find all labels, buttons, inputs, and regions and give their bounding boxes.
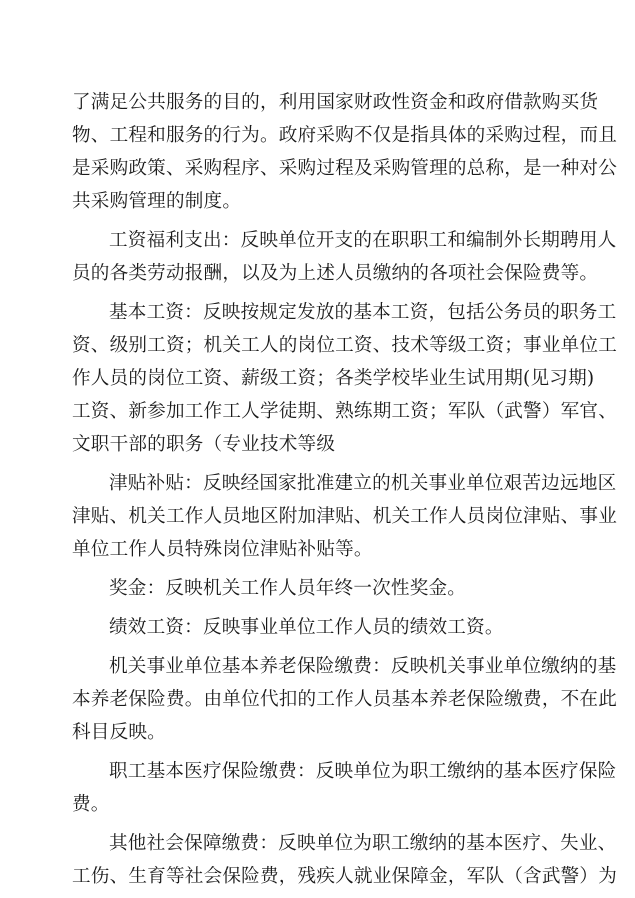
text-line: 机关事业单位基本养老保险缴费：反映机关事业单位缴纳的基: [109, 656, 617, 677]
text-line: 奖金：反映机关工作人员年终一次性奖金。: [109, 578, 467, 599]
paragraph-allowances: [72, 467, 618, 566]
document-page: [72, 86, 618, 893]
text-line: 是采购政策、采购程序、采购过程及采购管理的总称，是一种对公: [72, 158, 618, 179]
text-line: 科目反映。: [72, 722, 166, 743]
text-line: 其他社会保障缴费：反映单位为职工缴纳的基本医疗、失业、: [109, 833, 617, 854]
paragraph-government-procurement: [72, 86, 618, 218]
text-line: 共采购管理的制度。: [72, 191, 242, 212]
text-line: 员的各类劳动报酬，以及为上述人员缴纳的各项社会保险费等。: [72, 263, 599, 284]
text-line: 津贴补贴：反映经国家批准建立的机关事业单位艰苦边远地区: [109, 473, 617, 494]
paragraph-medical-insurance: [72, 755, 617, 821]
text-line: 工资福利支出：反映单位开支的在职职工和编制外长期聘用人: [109, 230, 617, 251]
text-line: 资、级别工资；机关工人的岗位工资、技术等级工资；事业单位工: [72, 335, 618, 356]
text-line: 本养老保险费。由单位代扣的工作人员基本养老保险缴费，不在此: [72, 689, 618, 710]
text-line: 职工基本医疗保险缴费：反映单位为职工缴纳的基本医疗保险: [109, 761, 617, 782]
text-line: 物、工程和服务的行为。政府采购不仅是指具体的采购过程，而且: [72, 125, 618, 146]
text-line: 绩效工资：反映事业单位工作人员的绩效工资。: [109, 617, 504, 638]
paragraph-pension-insurance: [72, 650, 618, 749]
text-line: 基本工资：反映按规定发放的基本工资，包括公务员的职务工: [109, 302, 617, 323]
text-line: 费。: [72, 794, 110, 815]
text-line: 工伤、生育等社会保险费，残疾人就业保障金，军队（含武警）为: [72, 866, 618, 887]
paragraph-other-social-security: [72, 827, 618, 893]
text-line: 作人员的岗位工资、薪级工资；各类学校毕业生试用期(见习期): [72, 368, 595, 389]
paragraph-bonus: [72, 572, 572, 605]
text-line: 津贴、机关工作人员地区附加津贴、机关工作人员岗位津贴、事业: [72, 506, 618, 527]
text-line: 文职干部的职务（专业技术等级: [72, 434, 336, 455]
text-line: 了满足公共服务的目的，利用国家财政性资金和政府借款购买货: [72, 92, 599, 113]
paragraph-performance-pay: [72, 611, 572, 644]
text-line: 单位工作人员特殊岗位津贴补贴等。: [72, 539, 373, 560]
text-line: 工资、新参加工作工人学徒期、熟练期工资；军队（武警）军官、: [72, 401, 618, 422]
paragraph-basic-salary: [72, 296, 618, 461]
paragraph-wages-welfare: [72, 224, 617, 290]
